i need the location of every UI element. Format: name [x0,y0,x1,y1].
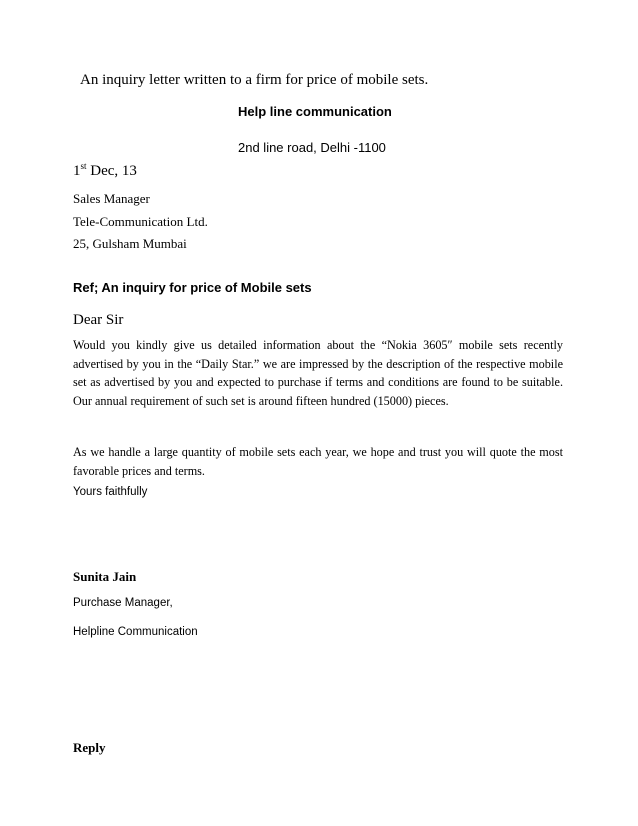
signer-organization: Helpline Communication [73,626,198,638]
recipient-company: Tele-Communication Ltd. [73,214,208,229]
signer-name: Sunita Jain [73,569,137,584]
reply-label: Reply [73,740,106,755]
date-suffix: st [80,161,87,171]
subject-line: Ref; An inquiry for price of Mobile sets [73,280,312,295]
sender-name: Help line communication [238,104,392,119]
signer-title: Purchase Manager, [73,597,173,609]
sender-address: 2nd line road, Delhi -1100 [238,140,386,155]
date-rest: Dec, 13 [86,163,137,179]
letter-heading: An inquiry letter written to a firm for price of mobile sets. [80,72,429,88]
closing-line: Yours faithfully [73,486,148,498]
body-paragraph: Would you kindly give us detailed information about the “Nokia 3605″ mobile sets recently advertised by you in the “Daily Star.” we are impressed by the description of the respective mobile set as advertised by you and expected to purchase if terms and conditions are found to be suitable. Our annual requirement of such set is around fifteen hundred (15000) pieces. [73,338,563,408]
date-day: 1 [73,163,81,179]
recipient-title: Sales Manager [73,191,150,206]
body-paragraph: As we handle a large quantity of mobile sets each year, we hope and trust you will quote the most favorable prices and terms. [73,445,563,478]
letter-date [73,161,137,180]
recipient-address: 25, Gulsham Mumbai [73,236,187,251]
salutation: Dear Sir [73,312,124,328]
